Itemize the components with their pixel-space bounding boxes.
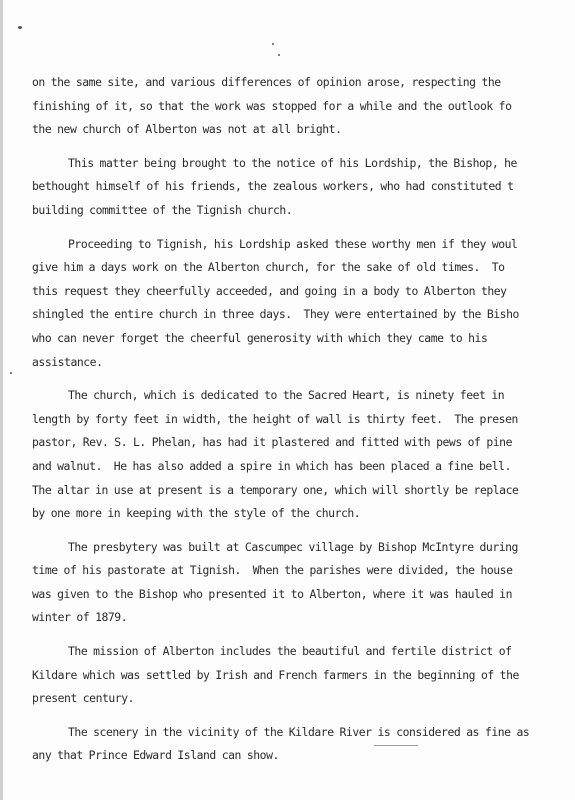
paragraph — [32, 384, 572, 526]
scan-speck — [278, 54, 280, 56]
text-line: winter of 1879. — [32, 610, 128, 625]
text-line: The mission of Alberton includes the beautiful and fertile district of — [68, 644, 512, 659]
text-line: This matter being brought to the notice of his Lordship, the Bishop, he — [68, 155, 517, 170]
scan-speck — [18, 26, 22, 29]
text-line: length by forty feet in width, the height of wall is thirty feet. The presen — [32, 411, 518, 426]
text-line: Proceeding to Tignish, his Lordship asked these worthy men if they woul — [68, 236, 518, 251]
text-line: Kildare which was settled by Irish and French farmers in the beginning of the — [32, 667, 519, 682]
paragraph — [32, 152, 572, 223]
paragraph — [32, 71, 572, 142]
page-edge-shadow — [0, 0, 3, 800]
text-line: finishing of it, so that the work was stopped for a while and the outlook fo — [32, 98, 512, 113]
text-line: by one more in keeping with the style of the church. — [32, 506, 361, 521]
paragraph — [32, 233, 572, 375]
document-body — [32, 71, 572, 778]
text-line: assistance. — [32, 354, 103, 369]
text-line: pastor, Rev. S. L. Phelan, has had it plastered and fitted with pews of pine — [32, 435, 512, 450]
scan-speck — [10, 372, 12, 374]
text-line: The scenery in the vicinity of the Kildare River is considered as fine as — [68, 724, 530, 739]
paragraph — [32, 721, 572, 768]
text-line: any that Prince Edward Island can show. — [32, 748, 279, 763]
text-line: on the same site, and various differences of opinion arose, respecting the — [32, 75, 501, 89]
text-line: The presbytery was built at Cascumpec village by Bishop McIntyre during — [68, 539, 518, 554]
text-line: was given to the Bishop who presented it to Alberton, where it was hauled in — [32, 586, 512, 601]
text-line: bethought himself of his friends, the zealous workers, who had constituted t — [32, 179, 514, 194]
text-line: shingled the entire church in three days. They were entertained by the Bisho — [32, 307, 519, 322]
text-line: building committee of the Tignish church. — [32, 202, 293, 217]
text-line: time of his pastorate at Tignish. When the parishes were divided, the house — [32, 563, 513, 578]
text-line: the new church of Alberton was not at all bright. — [32, 122, 342, 137]
paragraph — [32, 640, 572, 711]
text-line: present century. — [32, 691, 135, 706]
text-line: and walnut. He has also added a spire in which has been placed a fine bell. — [32, 458, 511, 473]
text-line: The church, which is dedicated to the Sacred Heart, is ninety feet in — [68, 388, 505, 403]
end-rule — [374, 745, 418, 746]
text-line: The altar in use at present is a temporary one, which will shortly be replace — [32, 482, 519, 497]
text-line: this request they cheerfully acceeded, and going in a body to Alberton they — [32, 283, 507, 298]
text-line: give him a days work on the Alberton church, for the sake of old times. To — [32, 260, 505, 275]
scan-speck — [272, 43, 274, 45]
paragraph — [32, 536, 572, 630]
text-line: who can never forget the cheerful generosity with which they came to his — [32, 330, 488, 345]
